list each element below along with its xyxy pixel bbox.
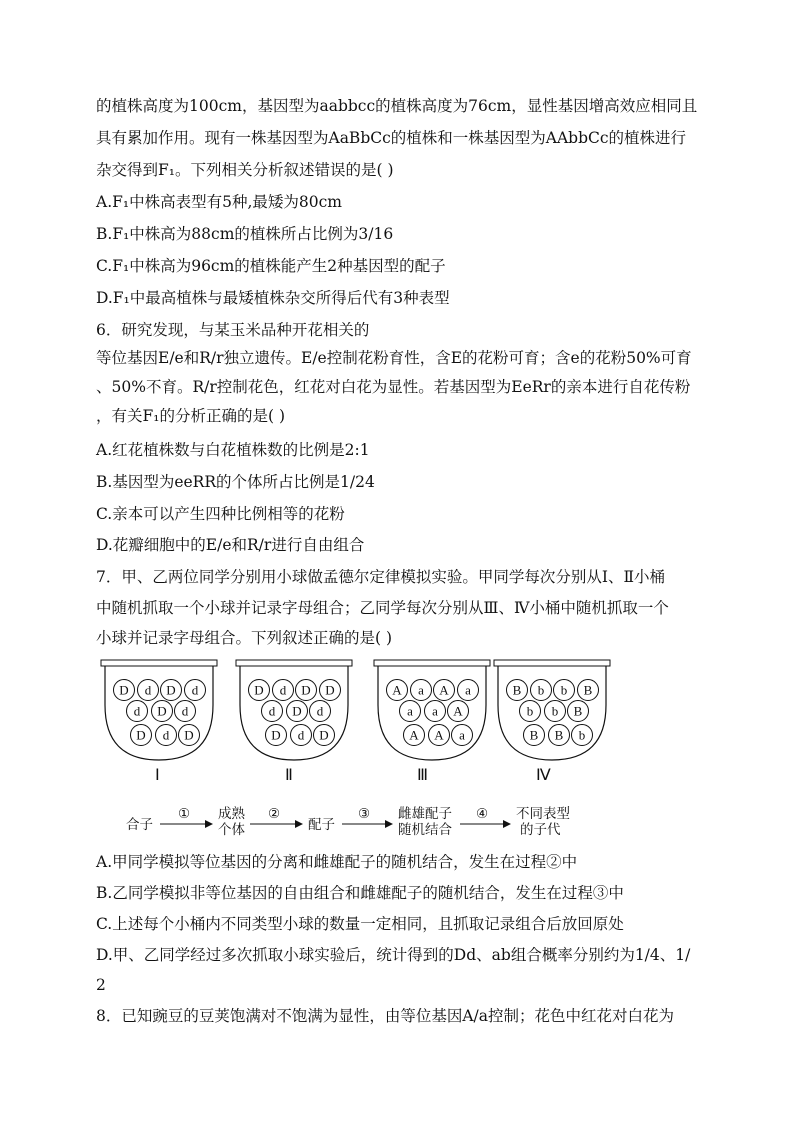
q5-option-a: A.F₁中株高表型有5种,最矮为80cm bbox=[96, 193, 342, 211]
q7-option-b: B.乙同学模拟非等位基因的自由组合和雌雄配子的随机结合，发生在过程③中 bbox=[96, 884, 624, 902]
ball-label: d bbox=[316, 703, 324, 719]
bucket-3 bbox=[374, 660, 490, 760]
ball-label: b bbox=[551, 703, 559, 719]
ball-label: B bbox=[554, 727, 564, 743]
ball-label: a bbox=[418, 682, 424, 698]
q6-stem-line-3: 、50%不育。R/r控制花色，红花对白花为显性。若基因型为EeRr的亲本进行自花传粉 bbox=[96, 378, 691, 396]
ball-label: B bbox=[512, 682, 522, 698]
ball-label: d bbox=[268, 703, 276, 719]
bucket-rim bbox=[374, 660, 490, 666]
bucket-label-4: Ⅳ bbox=[536, 767, 551, 784]
ball-label: D bbox=[166, 682, 176, 698]
ball-label: d bbox=[279, 682, 287, 698]
q5-stem-line-3: 杂交得到F₁。下列相关分析叙述错误的是( ) bbox=[96, 161, 394, 179]
ball-label: d bbox=[162, 727, 170, 743]
bucket-rim bbox=[494, 660, 610, 666]
bucket-rim bbox=[101, 660, 217, 666]
q6-option-b: B.基因型为eeRR的个体所占比例是1/24 bbox=[96, 473, 375, 491]
q5-option-c: C.F₁中株高为96cm的植株能产生2种基因型的配子 bbox=[96, 257, 446, 275]
q7-stem-line-2: 中随机抓取一个小球并记录字母组合；乙同学每次分别从Ⅲ、Ⅳ小桶中随机抓取一个 bbox=[96, 599, 669, 617]
bucket-label-1: Ⅰ bbox=[155, 767, 160, 784]
flow-step-3: ③ bbox=[358, 806, 371, 822]
ball-label: d bbox=[181, 703, 189, 719]
q7-option-c: C.上述每个小桶内不同类型小球的数量一定相同，且抓取记录组合后放回原处 bbox=[96, 915, 624, 933]
q7-option-d-line-1: D.甲、乙同学经过多次抓取小球实验后，统计得到的Dd、ab组合概率分别约为1/4、1/ bbox=[96, 946, 691, 964]
ball-label: b bbox=[537, 682, 545, 698]
ball-label: b bbox=[560, 682, 568, 698]
ball-label: A bbox=[409, 727, 419, 743]
flow-node-zygote: 合子 bbox=[126, 817, 153, 833]
flow-node-gamete: 配子 bbox=[308, 817, 335, 833]
ball-label: a bbox=[465, 682, 471, 698]
ball-label: D bbox=[184, 727, 194, 743]
ball-label: B bbox=[529, 727, 539, 743]
ball-label: d bbox=[144, 682, 152, 698]
ball-label: d bbox=[191, 682, 199, 698]
bucket-1 bbox=[101, 660, 217, 760]
bucket-label-2: Ⅱ bbox=[285, 767, 293, 784]
flow-node-mature: 成熟 bbox=[218, 806, 245, 822]
ball-label: A bbox=[453, 703, 463, 719]
ball-label: a bbox=[407, 703, 413, 719]
ball-label: D bbox=[136, 727, 146, 743]
ball-label: A bbox=[434, 727, 444, 743]
q6-stem-line-2: 等位基因E/e和R/r独立遗传。E/e控制花粉育性，含E的花粉可育；含e的花粉50%可育 bbox=[96, 349, 692, 367]
q6-stem-line-4: ，有关F₁的分析正确的是( ) bbox=[96, 407, 285, 425]
flow-step-2: ② bbox=[268, 806, 281, 822]
ball-label: D bbox=[292, 703, 302, 719]
q8-stem-line-1: 8．已知豌豆的豆荚饱满对不饱满为显性，由等位基因A/a控制；花色中红花对白花为 bbox=[96, 1007, 675, 1025]
ball-label: D bbox=[301, 682, 311, 698]
flow-node-random-fusion: 随机结合 bbox=[398, 822, 452, 838]
ball-label: D bbox=[254, 682, 264, 698]
ball-label: D bbox=[319, 727, 329, 743]
ball-label: b bbox=[578, 727, 586, 743]
ball-label: A bbox=[439, 682, 449, 698]
ball-label: d bbox=[133, 703, 141, 719]
ball-label: b bbox=[526, 703, 534, 719]
q7-option-d-line-2: 2 bbox=[96, 976, 106, 994]
q7-option-a: A.甲同学模拟等位基因的分离和雌雄配子的随机结合，发生在过程②中 bbox=[96, 853, 578, 871]
ball-label: d bbox=[297, 727, 305, 743]
bucket-label-3: Ⅲ bbox=[417, 767, 429, 784]
life-cycle-flow bbox=[120, 800, 600, 840]
bucket-figure bbox=[96, 655, 696, 785]
q6-stem-line-1: 6．研究发现，与某玉米品种开花相关的 bbox=[96, 321, 370, 339]
flow-step-1: ① bbox=[178, 806, 191, 822]
ball-label: D bbox=[157, 703, 167, 719]
flow-step-4: ④ bbox=[476, 806, 489, 822]
q5-stem-line-1: 的植株高度为100cm，基因型为aabbcc的植株高度为76cm，显性基因增高效应相同且 bbox=[96, 97, 698, 115]
ball-label: B bbox=[583, 682, 593, 698]
ball-label: A bbox=[392, 682, 402, 698]
flow-node-gametes-male-female: 雌雄配子 bbox=[398, 806, 452, 822]
q5-stem-line-2: 具有累加作用。现有一株基因型为AaBbCc的植株和一株基因型为AAbbCc的植株进行 bbox=[96, 129, 687, 147]
q5-option-b: B.F₁中株高为88cm的植株所占比例为3/16 bbox=[96, 225, 394, 243]
q7-stem-line-1: 7．甲、乙两位同学分别用小球做孟德尔定律模拟实验。甲同学每次分别从Ⅰ、Ⅱ小桶 bbox=[96, 568, 666, 586]
q7-stem-line-3: 小球并记录字母组合。下列叙述正确的是( ) bbox=[96, 629, 393, 647]
bucket-4 bbox=[494, 660, 610, 760]
ball-label: a bbox=[459, 727, 465, 743]
bucket-2 bbox=[236, 660, 352, 760]
ball-label: B bbox=[573, 703, 583, 719]
flow-node-different-phenotype: 不同表型 bbox=[516, 806, 570, 822]
flow-node-individual: 个体 bbox=[218, 822, 245, 838]
ball-label: D bbox=[325, 682, 335, 698]
ball-label: D bbox=[271, 727, 281, 743]
flow-node-offspring: 的子代 bbox=[520, 822, 561, 838]
q5-option-d: D.F₁中最高植株与最矮植株杂交所得后代有3种表型 bbox=[96, 289, 450, 307]
q6-option-d: D.花瓣细胞中的E/e和R/r进行自由组合 bbox=[96, 536, 365, 554]
q6-option-a: A.红花植株数与白花植株数的比例是2:1 bbox=[96, 441, 370, 459]
ball-label: D bbox=[119, 682, 129, 698]
bucket-rim bbox=[236, 660, 352, 666]
q6-option-c: C.亲本可以产生四种比例相等的花粉 bbox=[96, 505, 345, 523]
ball-label: a bbox=[432, 703, 438, 719]
